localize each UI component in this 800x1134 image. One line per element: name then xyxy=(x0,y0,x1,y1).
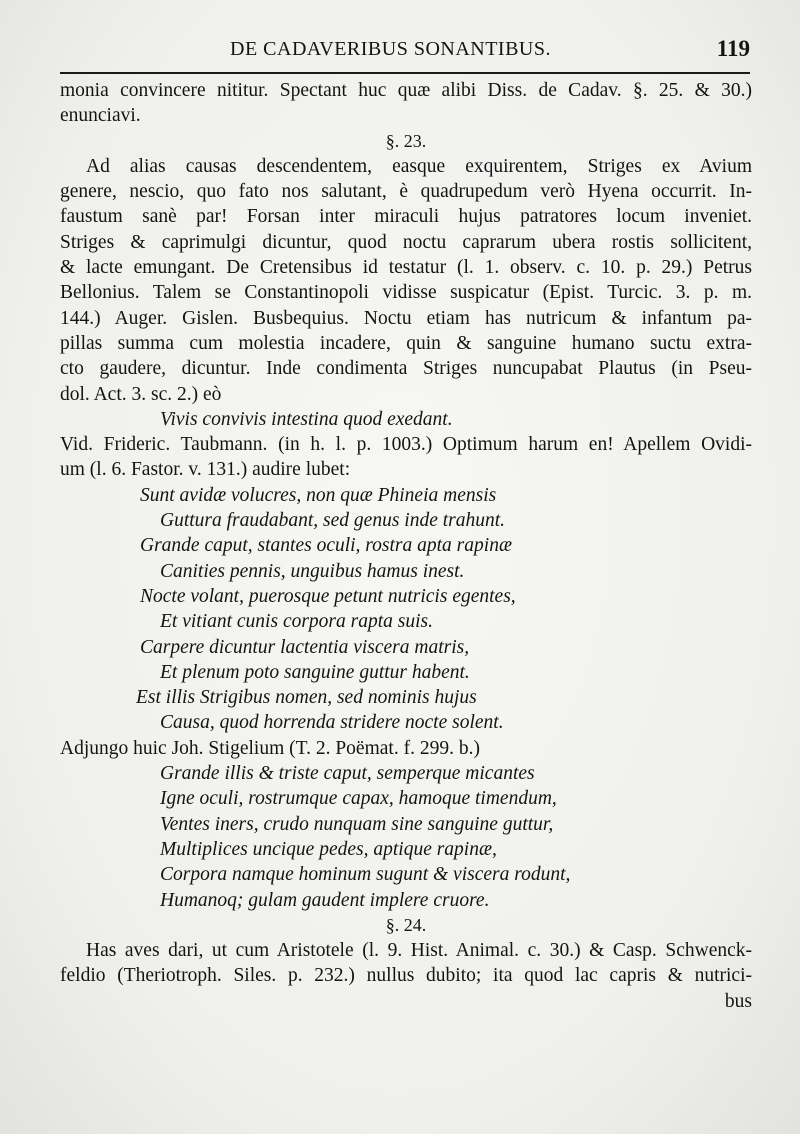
page-number: 119 xyxy=(716,36,750,61)
catchword: bus xyxy=(724,990,752,1012)
text-line: Vid. Frideric. Taubmann. (in h. l. p. 1003.) Optimum harum en! Apellem Ovidi- xyxy=(60,434,752,456)
verse-line: Grande illis & triste caput, semperque micantes xyxy=(160,763,535,785)
text-line: Bellonius. Talem se Constantinopoli vidisse suspicatur (Epist. Turcic. 3. p. m. xyxy=(60,282,752,304)
header-rule xyxy=(60,72,750,74)
text-line: Has aves dari, ut cum Aristotele (l. 9. Hist. Animal. c. 30.) & Casp. Schwenck- xyxy=(86,940,752,962)
verse-line: Igne oculi, rostrumque capax, hamoque timendum, xyxy=(160,788,557,810)
text-line: genere, nescio, quo fato nos salutant, è quadrupedum verò Hyena occurrit. In- xyxy=(60,181,752,203)
verse-line: Carpere dicuntur lactentia viscera matris, xyxy=(140,636,470,658)
body-text xyxy=(60,78,752,1014)
page-header xyxy=(60,38,750,72)
verse-line: Canities pennis, unguibus hamus inest. xyxy=(160,560,465,582)
section-heading: §. 24. xyxy=(385,914,427,935)
text-line: um (l. 6. Fastor. v. 131.) audire lubet: xyxy=(60,459,351,481)
verse-line: Sunt avidæ volucres, non quæ Phineia mensis xyxy=(140,484,497,506)
verse-line: Guttura fraudabant, sed genus inde trahunt. xyxy=(160,510,506,532)
verse-line: Grande caput, stantes oculi, rostra apta rapinæ xyxy=(140,535,512,557)
section-heading: §. 23. xyxy=(385,130,427,151)
text-line: cto gaudere, dicuntur. Inde condimenta Striges nuncupabat Plautus (in Pseu- xyxy=(60,358,752,380)
verse-line: Ventes iners, crudo nunquam sine sanguine guttur, xyxy=(160,813,554,835)
text-line: Adjungo huic Joh. Stigelium (T. 2. Poëmat. f. 299. b.) xyxy=(60,737,480,759)
verse-line: Corpora namque hominum sugunt & viscera rodunt, xyxy=(160,864,571,886)
verse-line: Et vitiant cunis corpora rapta suis. xyxy=(160,611,433,633)
verse-line: Causa, quod horrenda stridere nocte solent. xyxy=(160,712,504,734)
text-line: dol. Act. 3. sc. 2.) eò xyxy=(60,383,222,405)
verse-line: Multiplices uncique pedes, aptique rapinæ, xyxy=(160,838,497,860)
verse-line: Et plenum poto sanguine guttur habent. xyxy=(160,661,470,683)
verse-line: Est illis Strigibus nomen, sed nominis hujus xyxy=(136,687,477,709)
text-line: feldio (Theriotroph. Siles. p. 232.) nullus dubito; ita quod lac capris & nutrici- xyxy=(60,965,752,987)
text-line: Striges & caprimulgi dicuntur, quod noctu caprarum ubera rostis sollicitent, xyxy=(60,231,752,253)
verse-line: Vivis convivis intestina quod exedant. xyxy=(160,408,453,430)
text-line: monia convincere nititur. Spectant huc quæ alibi Diss. de Cadav. §. 25. & 30.) xyxy=(60,80,752,101)
verse-line: Nocte volant, puerosque petunt nutricis egentes, xyxy=(140,585,516,607)
text-line: enunciavi. xyxy=(60,105,141,127)
text-line: pillas summa cum molestia incadere, quin & sanguine humano suctu extra- xyxy=(60,332,752,354)
text-line: 144.) Auger. Gislen. Busbequius. Noctu etiam has nutricum & infantum pa- xyxy=(60,307,752,329)
text-line: Ad alias causas descendentem, easque exquirentem, Striges ex Avium xyxy=(86,155,752,177)
running-title: DE CADAVERIBUS SONANTIBUS. xyxy=(230,38,551,60)
text-line: faustum sanè par! Forsan inter miraculi hujus patratores locum inveniet. xyxy=(60,206,752,228)
verse-line: Humanoq; gulam gaudent implere cruore. xyxy=(160,889,490,911)
text-line: & lacte emungant. De Cretensibus id testatur (l. 1. observ. c. 10. p. 29.) Petrus xyxy=(60,257,752,279)
